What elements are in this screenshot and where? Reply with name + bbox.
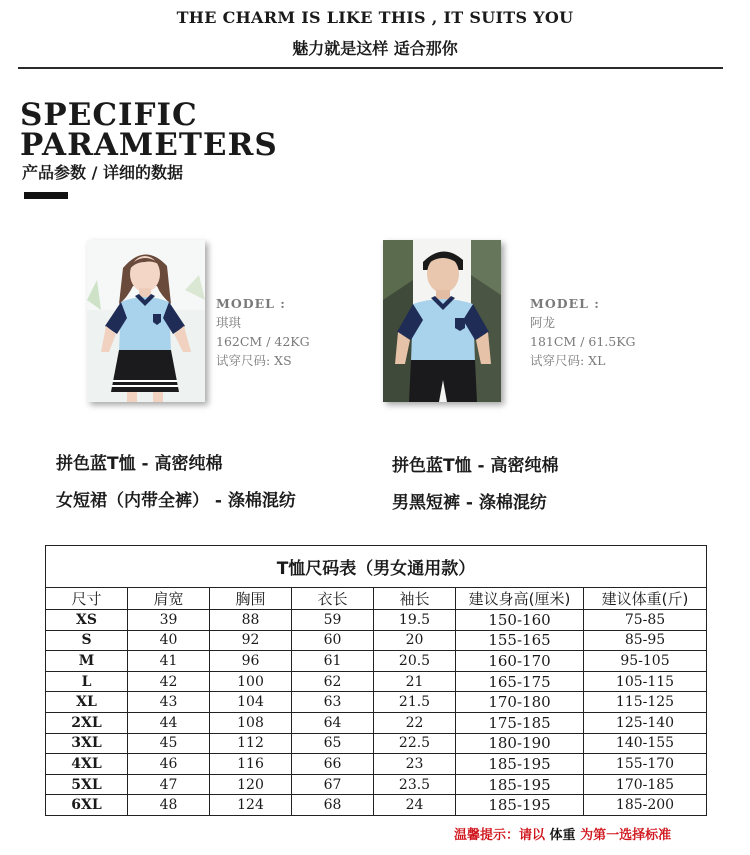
tip-keyword: 体重 (549, 828, 576, 843)
table-cell: M (46, 651, 128, 672)
table-cell: 116 (210, 754, 292, 775)
table-cell: 4XL (46, 754, 128, 775)
size-chart-body (46, 610, 707, 816)
table-cell: 112 (210, 733, 292, 754)
table-cell: 44 (128, 712, 210, 733)
table-row (46, 630, 707, 651)
table-cell: XS (46, 610, 128, 631)
divider (18, 67, 723, 69)
model-name: 琪琪 (216, 315, 242, 330)
table-cell: 47 (128, 774, 210, 795)
table-row (46, 774, 707, 795)
model-label: MODEL : (216, 296, 286, 311)
table-cell: 140-155 (584, 733, 707, 754)
table-cell: 21.5 (374, 692, 456, 713)
table-row (46, 733, 707, 754)
table-cell: 155-165 (456, 630, 584, 651)
table-cell: S (46, 630, 128, 651)
table-cell: L (46, 671, 128, 692)
header-length: 衣长 (292, 588, 374, 610)
header-sleeve: 袖长 (374, 588, 456, 610)
table-cell: 104 (210, 692, 292, 713)
table-cell: 66 (292, 754, 374, 775)
size-chart-title: T恤尺码表（男女通用款） (46, 546, 707, 588)
table-cell: 120 (210, 774, 292, 795)
tagline-chinese: 魅力就是这样 适合那你 (292, 39, 458, 58)
model-info-boy (530, 294, 636, 370)
table-cell: 39 (128, 610, 210, 631)
model-label: MODEL : (530, 296, 600, 311)
table-cell: 61 (292, 651, 374, 672)
table-cell: 67 (292, 774, 374, 795)
table-cell: 20.5 (374, 651, 456, 672)
product-desc-shorts: 男黑短裤 - 涤棉混纺 (392, 493, 547, 513)
table-cell: 185-200 (584, 795, 707, 816)
table-cell: 175-185 (456, 712, 584, 733)
table-cell: 63 (292, 692, 374, 713)
product-desc-skirt: 女短裙（内带全裤） - 涤棉混纺 (56, 491, 296, 511)
table-row (46, 754, 707, 775)
table-cell: 170-180 (456, 692, 584, 713)
table-cell: 124 (210, 795, 292, 816)
section-heading-line1: SPECIFIC (20, 97, 198, 133)
table-cell: 45 (128, 733, 210, 754)
table-cell: 5XL (46, 774, 128, 795)
table-cell: 95-105 (584, 651, 707, 672)
table-row (46, 671, 707, 692)
table-cell: 125-140 (584, 712, 707, 733)
table-cell: 64 (292, 712, 374, 733)
table-cell: 2XL (46, 712, 128, 733)
table-header-row (46, 588, 707, 610)
table-cell: 170-185 (584, 774, 707, 795)
table-cell: 3XL (46, 733, 128, 754)
table-cell: 115-125 (584, 692, 707, 713)
model-photo-boy (383, 240, 501, 402)
product-desc-shirt-girl: 拼色蓝T恤 - 高密纯棉 (56, 454, 223, 474)
table-cell: 96 (210, 651, 292, 672)
model-stats: 162CM / 42KG (216, 334, 310, 349)
table-row (46, 610, 707, 631)
size-chart-table (45, 545, 707, 816)
table-cell: 85-95 (584, 630, 707, 651)
table-cell: 165-175 (456, 671, 584, 692)
table-cell: 185-195 (456, 754, 584, 775)
table-cell: 41 (128, 651, 210, 672)
table-cell: 105-115 (584, 671, 707, 692)
table-cell: 108 (210, 712, 292, 733)
model-name: 阿龙 (530, 315, 556, 330)
table-cell: 23 (374, 754, 456, 775)
model-size: 试穿尺码: XS (216, 353, 292, 368)
table-cell: 88 (210, 610, 292, 631)
table-cell: 59 (292, 610, 374, 631)
table-cell: 43 (128, 692, 210, 713)
table-cell: 6XL (46, 795, 128, 816)
table-cell: 20 (374, 630, 456, 651)
model-info-girl (216, 294, 310, 370)
table-row (46, 795, 707, 816)
section-heading-line2: PARAMETERS (20, 127, 278, 163)
table-cell: 46 (128, 754, 210, 775)
table-cell: 62 (292, 671, 374, 692)
table-cell: 21 (374, 671, 456, 692)
table-row (46, 651, 707, 672)
table-cell: 160-170 (456, 651, 584, 672)
table-cell: 75-85 (584, 610, 707, 631)
header-height: 建议身高(厘米) (456, 588, 584, 610)
table-cell: XL (46, 692, 128, 713)
table-cell: 24 (374, 795, 456, 816)
section-subheading: 产品参数 / 详细的数据 (22, 163, 183, 182)
product-desc-shirt-boy: 拼色蓝T恤 - 高密纯棉 (392, 456, 559, 476)
model-photo-girl (87, 240, 205, 402)
table-cell: 60 (292, 630, 374, 651)
header-chest: 胸围 (210, 588, 292, 610)
table-cell: 40 (128, 630, 210, 651)
table-cell: 150-160 (456, 610, 584, 631)
table-row (46, 692, 707, 713)
table-cell: 42 (128, 671, 210, 692)
table-cell: 22 (374, 712, 456, 733)
model-size: 试穿尺码: XL (530, 353, 606, 368)
table-cell: 22.5 (374, 733, 456, 754)
table-cell: 19.5 (374, 610, 456, 631)
table-cell: 48 (128, 795, 210, 816)
table-row (46, 712, 707, 733)
tip-suffix: 为第一选择标准 (580, 828, 672, 843)
tip-prefix: 温馨提示：请以 (454, 828, 546, 843)
heading-accent-bar (24, 192, 68, 199)
table-cell: 185-195 (456, 795, 584, 816)
table-cell: 185-195 (456, 774, 584, 795)
table-cell: 23.5 (374, 774, 456, 795)
table-cell: 92 (210, 630, 292, 651)
table-cell: 65 (292, 733, 374, 754)
header-weight: 建议体重(斤) (584, 588, 707, 610)
size-tip (454, 824, 671, 843)
table-cell: 155-170 (584, 754, 707, 775)
tagline-english: THE CHARM IS LIKE THIS , IT SUITS YOU (176, 8, 574, 27)
table-cell: 100 (210, 671, 292, 692)
header-size: 尺寸 (46, 588, 128, 610)
table-cell: 180-190 (456, 733, 584, 754)
model-stats: 181CM / 61.5KG (530, 334, 636, 349)
table-cell: 68 (292, 795, 374, 816)
header-shoulder: 肩宽 (128, 588, 210, 610)
